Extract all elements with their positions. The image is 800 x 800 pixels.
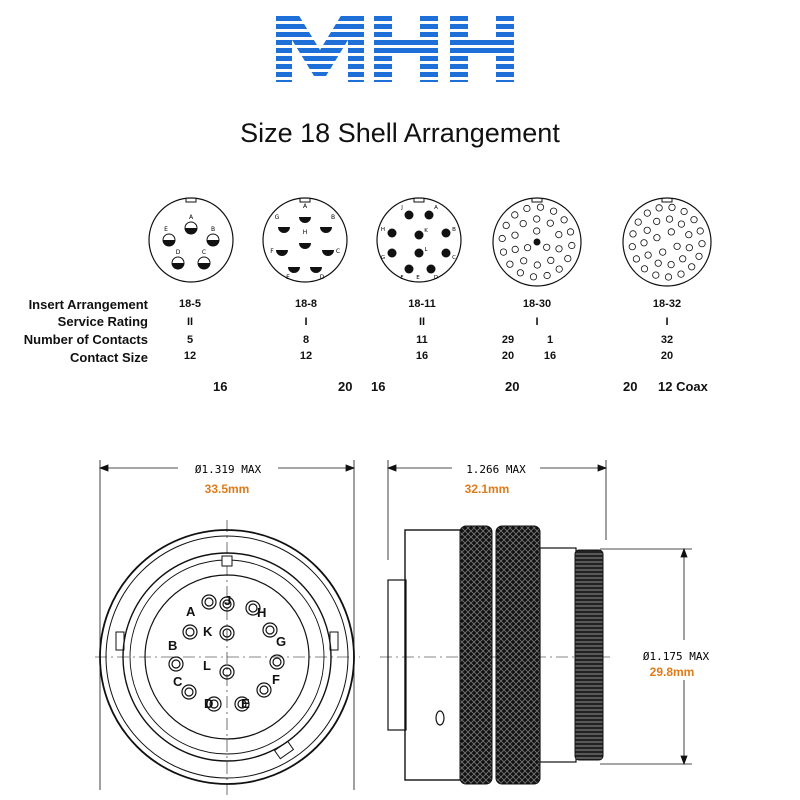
- svg-text:G: G: [274, 214, 280, 221]
- contact-hole: [534, 228, 540, 234]
- contact-hole: [641, 266, 647, 272]
- svg-text:L: L: [424, 247, 428, 253]
- contact-hole: [691, 217, 697, 223]
- contact-hole: [645, 252, 651, 258]
- front-contact-hole: [183, 625, 197, 639]
- contacts-a-18-30: 29: [501, 334, 515, 346]
- label-service-rating: Service Rating: [57, 314, 148, 329]
- contact-hole: [686, 245, 692, 251]
- size-footer-2: 20: [338, 379, 353, 394]
- contact-hole: [556, 231, 562, 237]
- contact-hole: [644, 210, 650, 216]
- contact-hole: [680, 256, 686, 262]
- front-contact-hole: [202, 595, 216, 609]
- contact-hole: [641, 240, 647, 246]
- page-title: Size 18 Shell Arrangement: [240, 118, 560, 148]
- contact-hole: [521, 258, 527, 264]
- svg-text:F: F: [400, 275, 404, 281]
- contact-hole: [697, 228, 703, 234]
- front-view: [95, 520, 360, 795]
- svg-text:D: D: [319, 274, 325, 281]
- contacts-18-11: 11: [416, 334, 428, 346]
- contact-hole: [512, 246, 518, 252]
- insert-face-18-30: [490, 195, 584, 289]
- contact-hole: [655, 260, 661, 266]
- contact-hole: [633, 256, 639, 262]
- contact-hole: [644, 227, 650, 233]
- contact-hole: [524, 245, 530, 251]
- size-footer-5: 20: [623, 379, 638, 394]
- contact-hole: [512, 232, 518, 238]
- contact-hole: [512, 212, 518, 218]
- insert-18-32: 18-32: [652, 298, 682, 310]
- contact-hole: [547, 220, 553, 226]
- svg-text:G: G: [380, 255, 386, 261]
- side-dia-mm: 29.8mm: [649, 665, 695, 679]
- front-contact-inner: [266, 626, 274, 634]
- contact-hole: [569, 242, 575, 248]
- insert-face-18-11: [374, 195, 464, 285]
- insert-18-5: 18-5: [178, 298, 202, 310]
- size-footer-4: 20: [505, 379, 520, 394]
- contacts-18-32: 32: [660, 334, 674, 346]
- contact-hole: [556, 246, 562, 252]
- contact-hole: [654, 218, 660, 224]
- front-contact-inner: [185, 688, 193, 696]
- size-18-5: 12: [183, 350, 197, 362]
- front-contact-hole: [257, 683, 271, 697]
- svg-text:B: B: [452, 227, 456, 233]
- front-contact-inner: [186, 628, 194, 636]
- front-contact-inner: [273, 658, 281, 666]
- contact-hole: [678, 271, 684, 277]
- contact-hole: [696, 253, 702, 259]
- label-number-of-contacts: Number of Contacts: [23, 332, 148, 347]
- contact-hole: [524, 205, 530, 211]
- front-pin-label-j: J: [224, 593, 232, 608]
- front-contact-inner: [249, 604, 257, 612]
- contact-hole: [544, 244, 550, 250]
- front-pin-label-a: A: [186, 604, 196, 619]
- front-pin-label-l: L: [203, 658, 211, 673]
- front-contact-inner: [172, 660, 180, 668]
- svg-text:C: C: [335, 248, 341, 255]
- front-contact-hole: [169, 657, 183, 671]
- contact-hole: [678, 221, 684, 227]
- size-18-32: 20: [660, 350, 674, 362]
- side-length-mm: 32.1mm: [464, 482, 510, 496]
- connector-technical-drawing: [0, 430, 800, 800]
- side-length-label: 1.266 MAX: [466, 463, 526, 476]
- contact-hole: [503, 222, 509, 228]
- front-pin-label-g: G: [276, 634, 287, 649]
- contact-hole: [666, 216, 672, 222]
- size-18-8: 12: [299, 350, 313, 362]
- front-contact-hole: [182, 685, 196, 699]
- contact-hole: [534, 216, 540, 222]
- front-pin-label-f: F: [272, 672, 280, 687]
- contact-hole: [668, 261, 674, 267]
- svg-text:A: A: [434, 205, 438, 211]
- contacts-18-5: 5: [186, 334, 194, 346]
- svg-text:A: A: [302, 203, 308, 210]
- front-dim-label: Ø1.319 MAX: [194, 463, 262, 476]
- contact-hole: [565, 255, 571, 261]
- insert-18-8: 18-8: [294, 298, 318, 310]
- contact-hole: [656, 205, 662, 211]
- contact-hole: [669, 204, 675, 210]
- rating-18-5: II: [186, 316, 194, 328]
- svg-text:E: E: [286, 274, 290, 281]
- size-footer-6: 12 Coax: [658, 379, 708, 394]
- front-pin-label-d: D: [204, 696, 214, 711]
- svg-text:K: K: [424, 228, 428, 234]
- rating-18-30: I: [535, 316, 539, 328]
- contact-hole: [654, 235, 660, 241]
- contact-hole: [681, 208, 687, 214]
- insert-18-11: 18-11: [408, 298, 436, 310]
- contact-hole: [550, 208, 556, 214]
- contact-hole: [544, 272, 550, 278]
- svg-text:C: C: [201, 249, 207, 256]
- contact-hole: [668, 229, 674, 235]
- svg-text:C: C: [452, 255, 456, 261]
- contact-hole: [517, 270, 523, 276]
- contact-hole: [630, 231, 636, 237]
- front-pin-label-b: B: [168, 638, 178, 653]
- size-18-11: 16: [415, 350, 429, 362]
- contacts-18-8: 8: [302, 334, 310, 346]
- size-a-18-30: 20: [501, 350, 515, 362]
- front-pin-label-h: H: [257, 605, 267, 620]
- contacts-b-18-30: 1: [546, 334, 554, 346]
- mhh-logo: [270, 8, 530, 88]
- size-b-18-30: 16: [543, 350, 557, 362]
- insert-18-30: 18-30: [522, 298, 552, 310]
- rating-18-8: I: [304, 316, 308, 328]
- insert-face-18-32: [620, 195, 714, 289]
- svg-text:A: A: [188, 214, 194, 221]
- svg-text:E: E: [416, 275, 420, 281]
- svg-text:H: H: [380, 227, 386, 233]
- label-contact-size: Contact Size: [69, 350, 148, 365]
- front-contact-inner: [205, 598, 213, 606]
- contact-hole: [561, 217, 567, 223]
- svg-text:E: E: [164, 226, 168, 233]
- contact-hole: [686, 232, 692, 238]
- contact-hole: [689, 264, 695, 270]
- contact-hole: [500, 249, 506, 255]
- label-insert-arrangement: Insert Arrangement: [28, 297, 148, 312]
- front-pin-label-e: E: [241, 696, 250, 711]
- contact-hole: [556, 266, 562, 272]
- contact-hole: [499, 235, 505, 241]
- contact-hole: [653, 272, 659, 278]
- side-dia-label: Ø1.175 MAX: [642, 650, 710, 663]
- contact-hole: [699, 241, 705, 247]
- contact-hole: [635, 219, 641, 225]
- contact-hole: [537, 204, 543, 210]
- contact-hole: [520, 220, 526, 226]
- front-contact-inner: [260, 686, 268, 694]
- front-pin-label-c: C: [173, 674, 183, 689]
- svg-text:D: D: [175, 249, 181, 256]
- svg-text:J: J: [401, 205, 403, 211]
- rating-18-11: II: [418, 316, 426, 328]
- svg-text:D: D: [433, 275, 439, 281]
- contact-hole: [674, 243, 680, 249]
- contact-hole: [530, 274, 536, 280]
- contact-hole: [567, 229, 573, 235]
- contact-hole: [534, 262, 540, 268]
- insert-face-18-5: [146, 195, 236, 285]
- size-footer-3: 16: [371, 379, 386, 394]
- front-pin-label-k: K: [203, 624, 213, 639]
- svg-text:B: B: [330, 214, 336, 221]
- contact-hole: [629, 244, 635, 250]
- front-contact-hole: [263, 623, 277, 637]
- insert-face-18-8: [260, 195, 350, 285]
- size-footer-1: 16: [213, 379, 228, 394]
- rating-18-32: I: [665, 316, 669, 328]
- contact-hole: [665, 274, 671, 280]
- contact-hole: [507, 261, 513, 267]
- contact-hole: [660, 249, 666, 255]
- svg-text:H: H: [302, 229, 308, 236]
- svg-text:B: B: [210, 226, 216, 233]
- contact-hole: [548, 257, 554, 263]
- svg-text:F: F: [270, 248, 274, 255]
- front-dim-mm: 33.5mm: [204, 482, 250, 496]
